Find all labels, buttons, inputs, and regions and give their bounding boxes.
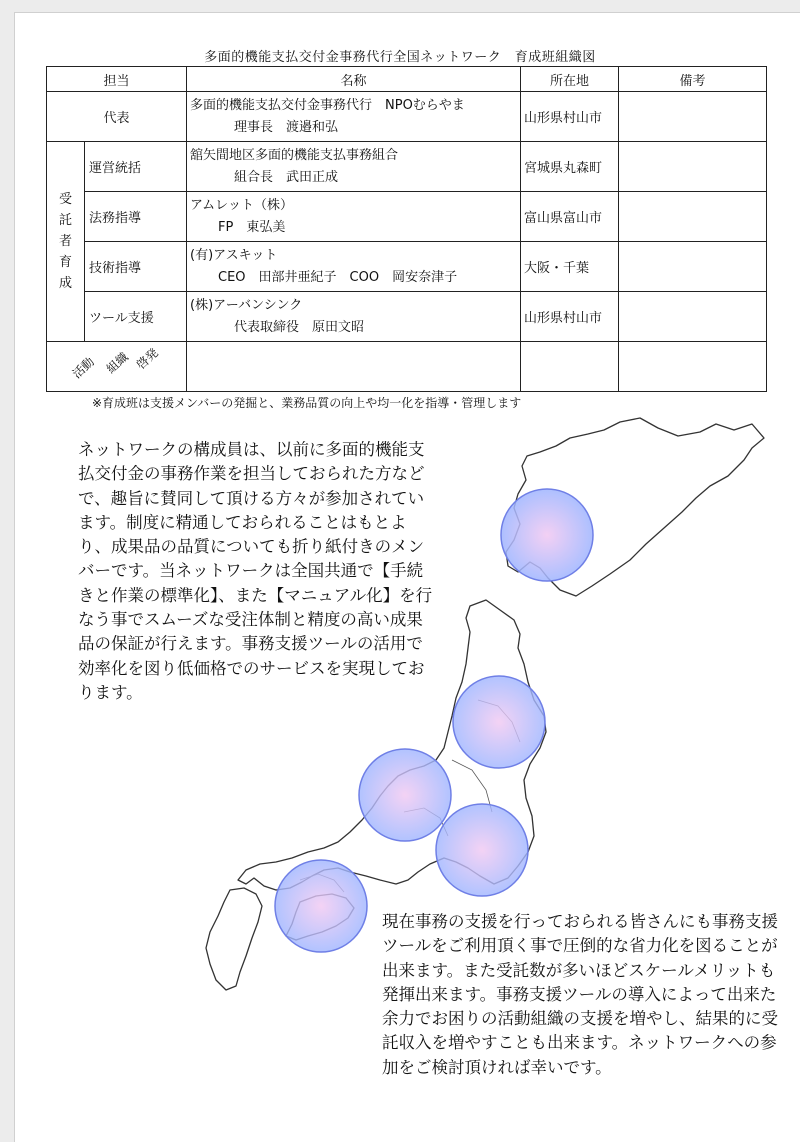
footnote: ※育成班は支援メンバーの発掘と、業務品質の向上や均一化を指導・管理します xyxy=(92,396,522,410)
header-note: 備考 xyxy=(619,67,767,92)
member-org: (株)アーバンシンク xyxy=(190,297,303,313)
map-kyushu xyxy=(206,888,262,990)
member-org: (有)アスキット xyxy=(190,247,278,263)
member-location: 宮城県丸森町 xyxy=(521,142,619,192)
representative-org: 多面的機能支払交付金事務代行 NPOむらやま xyxy=(190,97,465,113)
group-label-char: 者 xyxy=(58,234,72,249)
member-person: FP 東弘美 xyxy=(218,219,286,235)
description-paragraph-1: ネットワークの構成員は、以前に多面的機能支払交付金の事務作業を担当しておられた方などで、趣旨に賛同して頂ける方々が参加されています。制度に精通しておられることはもとより、成果品の品質についても折り紙付きのメンバーです。当ネットワークは全国共通で【手続きと作業の標準化】、また【マニュアル化】を行なう事でスムーズな受注体制と精度の高い成果品の保証が行えます。事務支援ツールの活用で効率化を図り低価格でのサービスを実現しております。 xyxy=(78,440,433,702)
member-location: 大阪・千葉 xyxy=(521,242,619,292)
member-org: アムレット（株） xyxy=(190,197,293,213)
description-paragraph-2: 現在事務の支援を行っておられる皆さんにも事務支援ツールをご利用頂く事で圧倒的な省力化を図ることが出来ます。また受託数が多いほどスケールメリットも発揮出来ます。事務支援ツールの導入によって出来た余力でお困りの活動組織の支援を増やし、結果的に受託収入を増やすことも出来ます。ネットワークへの参加をご検討頂ければ幸いです。 xyxy=(382,912,778,1077)
activity-label-word: 組織 xyxy=(103,349,131,377)
region-circle-hokkaido xyxy=(501,489,593,581)
member-org: 舘矢間地区多面的機能支払事務組合 xyxy=(190,147,399,163)
region-circle-tohoku xyxy=(453,676,545,768)
header-role: 担当 xyxy=(47,67,187,92)
group-label-char: 成 xyxy=(58,276,72,291)
group-label-char: 託 xyxy=(58,213,72,228)
member-role: 運営統括 xyxy=(85,142,187,192)
member-person: 代表取締役 原田文昭 xyxy=(234,319,365,335)
member-role: 法務指導 xyxy=(85,192,187,242)
document-title: 多面的機能支払交付金事務代行全国ネットワーク 育成班組織図 xyxy=(204,50,596,65)
region-circle-hokuriku xyxy=(359,749,451,841)
header-name: 名称 xyxy=(187,67,521,92)
group-label-char: 受 xyxy=(58,192,72,207)
representative-person: 理事長 渡邉和弘 xyxy=(234,119,339,135)
activity-label-word: 啓発 xyxy=(133,345,161,373)
member-role: ツール支援 xyxy=(85,292,187,342)
group-label-char: 育 xyxy=(58,255,72,270)
representative-role: 代表 xyxy=(47,92,187,142)
member-location: 山形県村山市 xyxy=(521,292,619,342)
activity-label-word: 活動 xyxy=(69,354,97,382)
region-circle-kanto xyxy=(436,804,528,896)
member-location: 富山県富山市 xyxy=(521,192,619,242)
member-person: CEO 田部井亜紀子 COO 岡安奈津子 xyxy=(218,269,458,285)
member-person: 組合長 武田正成 xyxy=(234,169,339,185)
member-role: 技術指導 xyxy=(85,242,187,292)
region-circle-kansai xyxy=(275,860,367,952)
representative-location: 山形県村山市 xyxy=(521,92,619,142)
header-location: 所在地 xyxy=(521,67,619,92)
